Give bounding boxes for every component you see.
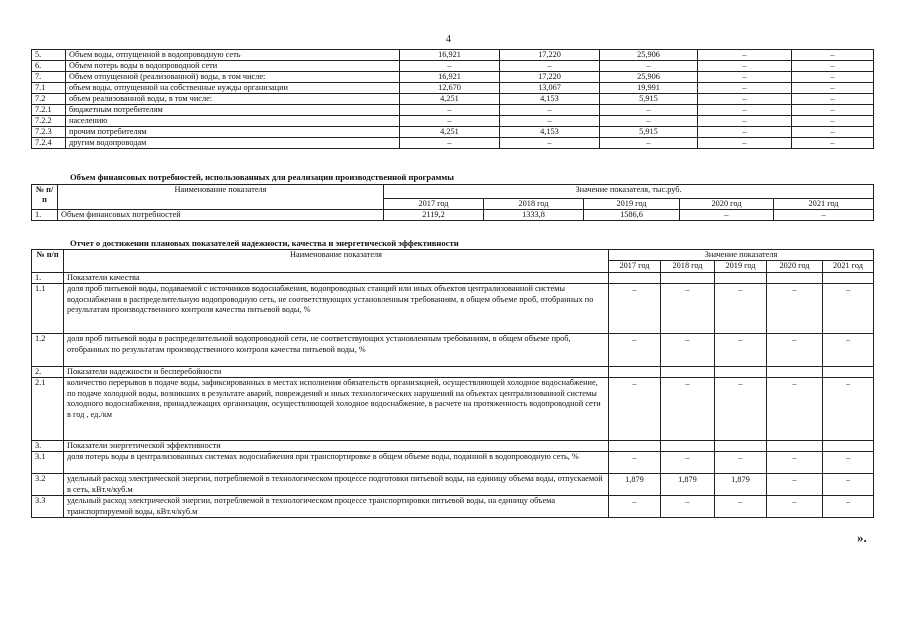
row-value: – bbox=[609, 378, 661, 441]
row-number: 3.1 bbox=[32, 452, 64, 474]
water-volume-table bbox=[31, 49, 874, 149]
year-header: 2017 год bbox=[384, 199, 484, 210]
row-value: 1,879 bbox=[609, 474, 661, 496]
row-value: – bbox=[823, 474, 874, 496]
empty-cell bbox=[767, 273, 823, 284]
row-value: – bbox=[661, 496, 715, 518]
empty-cell bbox=[715, 441, 767, 452]
row-value: 17,220 bbox=[500, 72, 600, 83]
table-row bbox=[32, 474, 874, 496]
empty-cell bbox=[767, 367, 823, 378]
finance-col-value: Значение показателя, тыс.руб. bbox=[384, 185, 874, 199]
row-name: прочим потребителям bbox=[66, 127, 400, 138]
row-value: – bbox=[698, 127, 792, 138]
row-number: 5. bbox=[32, 50, 66, 61]
row-number: 7.2.2 bbox=[32, 116, 66, 127]
year-header: 2021 год bbox=[823, 261, 874, 273]
year-header: 2021 год bbox=[774, 199, 874, 210]
closing-mark: ». bbox=[857, 530, 867, 545]
row-value: 4,153 bbox=[500, 127, 600, 138]
row-value: 17,220 bbox=[500, 50, 600, 61]
row-value: – bbox=[500, 61, 600, 72]
row-value: – bbox=[609, 496, 661, 518]
report-col-value: Значение показателя bbox=[609, 250, 874, 261]
table-row bbox=[32, 378, 874, 441]
table-row bbox=[32, 138, 874, 149]
table-row bbox=[32, 116, 874, 127]
row-value: 1,879 bbox=[661, 474, 715, 496]
year-header: 2020 год bbox=[767, 261, 823, 273]
year-header: 2018 год bbox=[484, 199, 584, 210]
row-value: – bbox=[500, 138, 600, 149]
row-number: 1.1 bbox=[32, 284, 64, 334]
row-value: 13,067 bbox=[500, 83, 600, 94]
row-number: 7.2.1 bbox=[32, 105, 66, 116]
row-value: – bbox=[600, 61, 698, 72]
row-value: – bbox=[792, 83, 874, 94]
row-value: – bbox=[823, 284, 874, 334]
empty-cell bbox=[823, 367, 874, 378]
row-value: – bbox=[823, 496, 874, 518]
finance-title: Объем финансовых потребностей, использованных для реализации производственной программы bbox=[70, 172, 454, 182]
empty-cell bbox=[715, 273, 767, 284]
row-value: – bbox=[715, 378, 767, 441]
row-name: удельный расход электрической энергии, потребляемой в технологическом процессе транспортировки питьевой воды, на единицу объема транспортируемой воды, кВт.ч/куб.м bbox=[64, 496, 609, 518]
row-value: – bbox=[767, 378, 823, 441]
row-number: 6. bbox=[32, 61, 66, 72]
empty-cell bbox=[609, 441, 661, 452]
row-name: другим водопроводам bbox=[66, 138, 400, 149]
row-value: – bbox=[698, 116, 792, 127]
row-value: 1333,8 bbox=[484, 210, 584, 221]
finance-col-name: Наименование показателя bbox=[58, 185, 384, 210]
section-row bbox=[32, 273, 874, 284]
row-value: – bbox=[698, 72, 792, 83]
year-header: 2020 год bbox=[680, 199, 774, 210]
section-name: Показатели надежности и бесперебойности bbox=[64, 367, 609, 378]
row-value: – bbox=[609, 334, 661, 367]
row-value: – bbox=[600, 138, 698, 149]
row-value: 16,921 bbox=[400, 50, 500, 61]
row-value: – bbox=[698, 138, 792, 149]
row-number: 7.2.4 bbox=[32, 138, 66, 149]
empty-cell bbox=[661, 441, 715, 452]
section-name: Показатели качества bbox=[64, 273, 609, 284]
table-row bbox=[32, 72, 874, 83]
row-value: – bbox=[609, 284, 661, 334]
table-row bbox=[32, 284, 874, 334]
empty-cell bbox=[767, 441, 823, 452]
row-name: доля проб питьевой воды, подаваемой с источников водоснабжения, водопроводных станций или иных объектов централизованной системы водоснабжения в распределительную водопроводную сеть, не соответствующих установленным требованиям, в общем объеме проб, отобранных по результатам производственного контроля качества питьевой воды, % bbox=[64, 284, 609, 334]
table-row bbox=[32, 334, 874, 367]
finance-col-no: № п/п bbox=[32, 185, 58, 210]
report-table bbox=[31, 249, 874, 518]
row-value: – bbox=[823, 378, 874, 441]
year-header: 2019 год bbox=[584, 199, 680, 210]
row-value: – bbox=[698, 105, 792, 116]
row-name: объем реализованной воды, в том числе: bbox=[66, 94, 400, 105]
row-value: – bbox=[500, 116, 600, 127]
row-value: – bbox=[767, 284, 823, 334]
row-value: – bbox=[792, 94, 874, 105]
year-header: 2017 год bbox=[609, 261, 661, 273]
row-value: 4,251 bbox=[400, 94, 500, 105]
row-value: – bbox=[823, 334, 874, 367]
row-value: – bbox=[400, 105, 500, 116]
page-number: 4 bbox=[446, 34, 451, 45]
section-row bbox=[32, 367, 874, 378]
empty-cell bbox=[661, 273, 715, 284]
row-number: 1. bbox=[32, 210, 58, 221]
row-value: – bbox=[715, 334, 767, 367]
row-value: – bbox=[792, 50, 874, 61]
table-row bbox=[32, 83, 874, 94]
row-name: Объем отпущенной (реализованной) воды, в том числе: bbox=[66, 72, 400, 83]
table-row bbox=[32, 94, 874, 105]
row-name: населению bbox=[66, 116, 400, 127]
row-value: 4,251 bbox=[400, 127, 500, 138]
empty-cell bbox=[609, 273, 661, 284]
table-row bbox=[32, 105, 874, 116]
table-row bbox=[32, 61, 874, 72]
row-number: 7.2 bbox=[32, 94, 66, 105]
table-row bbox=[32, 127, 874, 138]
row-value: – bbox=[715, 284, 767, 334]
row-number: 7.1 bbox=[32, 83, 66, 94]
row-value: 2119,2 bbox=[384, 210, 484, 221]
row-value: 25,906 bbox=[600, 72, 698, 83]
report-title: Отчет о достижении плановых показателей надежности, качества и энергетической эффективности bbox=[70, 238, 459, 248]
row-value: – bbox=[600, 116, 698, 127]
row-value: – bbox=[792, 116, 874, 127]
row-value: – bbox=[400, 61, 500, 72]
row-value: – bbox=[661, 284, 715, 334]
row-name: Объем потерь воды в водопроводной сети bbox=[66, 61, 400, 72]
row-name: доля потерь воды в централизованных системах водоснабжения при транспортировке в общем объеме воды, поданной в водопроводную сеть, % bbox=[64, 452, 609, 474]
row-name: объем воды, отпущенной на собственные нужды организации bbox=[66, 83, 400, 94]
row-value: 12,670 bbox=[400, 83, 500, 94]
empty-cell bbox=[661, 367, 715, 378]
row-value: – bbox=[698, 50, 792, 61]
row-name: доля проб питьевой воды в распределительной водопроводной сети, не соответствующих установленным требованиям, в общем объеме проб, отобранных по результатам производственного контроля качества питьевой воды, % bbox=[64, 334, 609, 367]
row-value: 4,153 bbox=[500, 94, 600, 105]
row-value: 1586,6 bbox=[584, 210, 680, 221]
row-value: – bbox=[680, 210, 774, 221]
empty-cell bbox=[823, 441, 874, 452]
year-header: 2018 год bbox=[661, 261, 715, 273]
row-number: 3.2 bbox=[32, 474, 64, 496]
row-number: 1.2 bbox=[32, 334, 64, 367]
table-row bbox=[32, 496, 874, 518]
section-row bbox=[32, 441, 874, 452]
row-value: – bbox=[400, 116, 500, 127]
report-col-no: № п/п bbox=[32, 250, 64, 273]
row-name: Объем финансовых потребностей bbox=[58, 210, 384, 221]
row-number: 3.3 bbox=[32, 496, 64, 518]
row-name: Объем воды, отпущенной в водопроводную сеть bbox=[66, 50, 400, 61]
row-value: – bbox=[774, 210, 874, 221]
report-col-name: Наименование показателя bbox=[64, 250, 609, 273]
row-value: 16,921 bbox=[400, 72, 500, 83]
row-value: 5,915 bbox=[600, 94, 698, 105]
row-value: 19,991 bbox=[600, 83, 698, 94]
row-value: – bbox=[698, 94, 792, 105]
row-number: 2.1 bbox=[32, 378, 64, 441]
table-row bbox=[32, 210, 874, 221]
row-value: 5,915 bbox=[600, 127, 698, 138]
row-value: – bbox=[792, 138, 874, 149]
row-name: бюджетным потребителям bbox=[66, 105, 400, 116]
row-value: – bbox=[767, 474, 823, 496]
row-value: – bbox=[661, 334, 715, 367]
row-number: 1. bbox=[32, 273, 64, 284]
empty-cell bbox=[715, 367, 767, 378]
section-name: Показатели энергетической эффективности bbox=[64, 441, 609, 452]
row-number: 7.2.3 bbox=[32, 127, 66, 138]
row-value: – bbox=[767, 452, 823, 474]
row-value: – bbox=[698, 83, 792, 94]
row-value: – bbox=[661, 452, 715, 474]
empty-cell bbox=[823, 273, 874, 284]
row-value: – bbox=[600, 105, 698, 116]
row-name: количество перерывов в подаче воды, зафиксированных в местах исполнения обязательств организацией, осуществляющей холодное водоснабжение, по подаче холодной воды, возникших в результате аварий, повреждений и иных технологических нарушений на объектах централизованной системы холодного водоснабжения, принадлежащих организации, осуществляющей холодное водоснабжение, в расчете на протяженность водопроводной сети в год , ед./км bbox=[64, 378, 609, 441]
row-value: – bbox=[698, 61, 792, 72]
row-value: – bbox=[823, 452, 874, 474]
finance-table bbox=[31, 184, 874, 221]
row-number: 3. bbox=[32, 441, 64, 452]
row-value: 25,906 bbox=[600, 50, 698, 61]
table-row bbox=[32, 452, 874, 474]
row-value: – bbox=[500, 105, 600, 116]
row-value: – bbox=[715, 452, 767, 474]
row-value: – bbox=[609, 452, 661, 474]
row-value: – bbox=[400, 138, 500, 149]
row-value: – bbox=[767, 334, 823, 367]
row-value: – bbox=[792, 105, 874, 116]
row-value: – bbox=[792, 72, 874, 83]
year-header: 2019 год bbox=[715, 261, 767, 273]
row-name: удельный расход электрической энергии, потребляемой в технологическом процессе подготовки питьевой воды, на единицу объема воды, отпускаемой в сеть, кВт.ч/куб.м bbox=[64, 474, 609, 496]
row-value: – bbox=[715, 496, 767, 518]
row-value: – bbox=[792, 61, 874, 72]
row-number: 7. bbox=[32, 72, 66, 83]
row-value: – bbox=[767, 496, 823, 518]
row-value: – bbox=[792, 127, 874, 138]
row-value: 1,879 bbox=[715, 474, 767, 496]
row-number: 2. bbox=[32, 367, 64, 378]
row-value: – bbox=[661, 378, 715, 441]
empty-cell bbox=[609, 367, 661, 378]
table-row bbox=[32, 50, 874, 61]
